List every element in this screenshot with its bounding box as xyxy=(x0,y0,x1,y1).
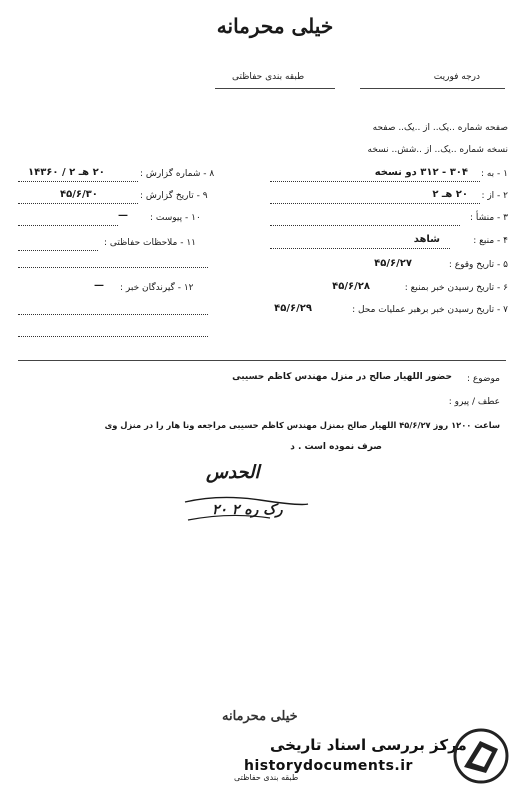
copy-number-line: نسخه شماره ..یک.. از ..شش.. نسخه xyxy=(367,145,508,155)
body-text-line-2: صرف نموده است . د xyxy=(290,442,382,452)
page-number-line: صفحه شماره ..یک.. از ..یک.. صفحه xyxy=(372,123,508,133)
field-attachment-label: ۱۰ - پیوست : xyxy=(150,213,201,223)
footer-stamp-title: خیلی محرمانه xyxy=(222,709,298,724)
field-security-notes-label: ۱۱ - ملاحظات حفاظتی : xyxy=(104,238,196,248)
field-report-date-value: ۴۵/۶/۳۰ xyxy=(60,189,98,200)
subject-label: موضوع : xyxy=(466,374,500,384)
field-operations-receipt-date-value: ۴۵/۶/۲۹ xyxy=(274,303,312,314)
urgency-label: درجه فوریت xyxy=(433,72,480,82)
field-from-value: ۲۰ هـ ۲ xyxy=(432,189,468,200)
signature-code: ۲۰ رک ره ۲ xyxy=(212,502,283,518)
field-to-line xyxy=(270,181,480,182)
field-report-date-line xyxy=(18,203,138,204)
field-security-notes-line-2 xyxy=(18,267,208,268)
field-security-notes-line-1 xyxy=(18,250,98,251)
classification-title: خیلی محرمانه xyxy=(216,14,334,38)
field-recipients-value: — xyxy=(94,280,105,291)
field-occurrence-date-value: ۴۵/۶/۲۷ xyxy=(374,258,412,269)
field-from-label: ۲ - از : xyxy=(481,191,508,201)
classification-label: طبقه بندی حفاظتی xyxy=(232,72,305,82)
field-source-receipt-date-label: ۶ - تاریخ رسیدن خبر بمنبع : xyxy=(404,283,508,293)
header-line-center xyxy=(215,88,335,89)
reference-label: عطف / پیرو : xyxy=(448,397,500,407)
signature-mark: الحدس xyxy=(206,462,260,483)
footer-stamp-label: طبقه بندی حفاظتی xyxy=(234,773,299,782)
section-divider xyxy=(18,360,506,361)
header-line-right xyxy=(360,88,505,89)
field-source-label: ۴ - منبع : xyxy=(473,236,508,246)
field-operations-receipt-date-label: ۷ - تاریخ رسیدن خبر برهبر عملیات محل : xyxy=(352,305,508,315)
archive-website: historydocuments.ir xyxy=(244,758,413,774)
body-text-line-1: ساعت ۱۲۰۰ روز ۴۵/۶/۲۷ اللهیار صالح بمنزل مهندس کاظم حسیبی مراجعه ونا هار را در منزل وی xyxy=(104,420,500,430)
signature-scribble xyxy=(180,490,310,530)
field-recipients-label: ۱۲ - گیرندگان خبر : xyxy=(120,283,194,293)
archive-org-name: مرکز بررسی اسناد تاریخی xyxy=(270,736,467,754)
subject-value: حضور اللهیار صالح در منزل مهندس کاظم حسیبی xyxy=(232,372,452,382)
archive-logo-icon xyxy=(452,727,510,785)
field-source-value: شاهد xyxy=(413,234,440,245)
field-source-receipt-date-value: ۴۵/۶/۲۸ xyxy=(332,281,370,292)
field-occurrence-date-label: ۵ - تاریخ وقوع : xyxy=(448,260,508,270)
field-attachment-value: — xyxy=(118,210,129,221)
field-recipients-line-2 xyxy=(18,336,208,337)
field-report-number-value: ۲۰ هـ ۲ / ۱۴۳۶۰ xyxy=(28,167,105,178)
field-source-line xyxy=(270,248,450,249)
field-from-line xyxy=(270,203,480,204)
field-report-number-line xyxy=(18,181,138,182)
field-origin-line xyxy=(270,225,460,226)
field-report-number-label: ۸ - شماره گزارش : xyxy=(140,169,215,179)
field-origin-label: ۳ - منشأ : xyxy=(469,213,508,223)
field-report-date-label: ۹ - تاریخ گزارش : xyxy=(140,191,208,201)
field-attachment-line xyxy=(18,225,118,226)
field-to-label: ۱ - به : xyxy=(480,169,508,179)
field-to-value: ۳۰۴ - ۳۱۲ دو نسخه xyxy=(374,167,468,178)
field-recipients-line-1 xyxy=(18,314,208,315)
